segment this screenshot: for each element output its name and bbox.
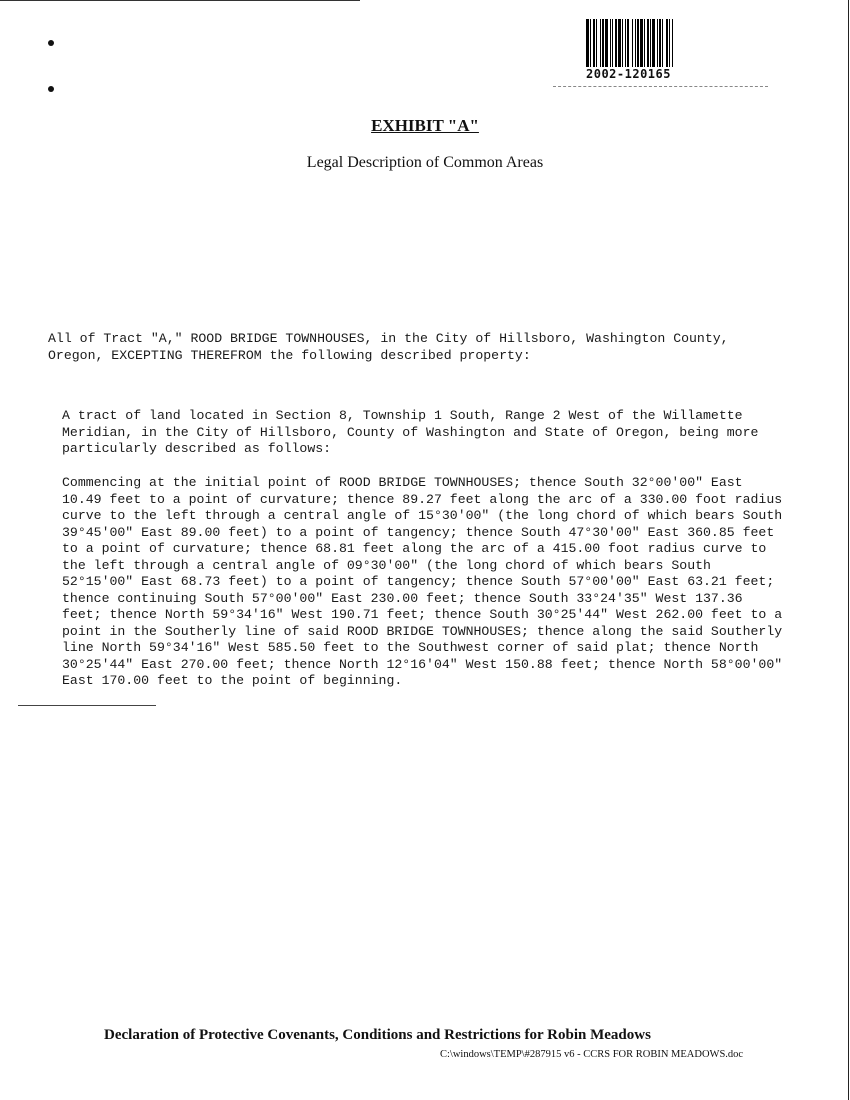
divider — [18, 705, 156, 706]
barcode-icon — [586, 19, 736, 67]
punch-hole-mark — [48, 40, 54, 46]
tract-paragraph: All of Tract "A," ROOD BRIDGE TOWNHOUSES, in the City of Hillsboro, Washington County, Oregon, EXCEPTING THEREFROM the following described property: — [48, 331, 729, 363]
exhibit-subtitle: Legal Description of Common Areas — [306, 154, 544, 171]
recording-number: 2002-120165 — [586, 67, 671, 81]
top-edge-line — [0, 0, 360, 1]
divider — [553, 86, 768, 87]
exhibit-title — [0, 116, 850, 136]
footer-file-path: C:\windows\TEMP\#287915 v6 - CCRS FOR ROBIN MEADOWS.doc — [440, 1049, 744, 1060]
tract-location-paragraph: A tract of land located in Section 8, Township 1 South, Range 2 West of the Willamette Meridian, in the City of Hillsboro, County of Washington and State of Oregon, being more particularly described as follows: — [62, 408, 759, 456]
exhibit-title-text: EXHIBIT "A" — [371, 116, 479, 135]
punch-hole-mark — [48, 86, 54, 92]
metes-and-bounds-paragraph: Commencing at the initial point of ROOD BRIDGE TOWNHOUSES; thence South 32°00'00" East 10.49 feet to a point of curvature; thence 89.27 feet along the arc of a 330.00 foot radius curve to the left through a central angle of 15°30'00" (the long chord of which bears South 39°45'00" East 89.00 feet) to a point of tangency; thence South 47°30'00" East 360.85 feet to a point of curvature; thence 68.81 feet along the arc of a 415.00 foot radius curve to the left through a central angle of 09°30'00" (the long chord of which bears South 52°15'00" East 68.73 feet) to a point of tangency; thence South 57°00'00" East 63.21 feet; thence continuing South 57°00'00" East 230.00 feet; thence South 33°24'35" West 137.36 feet; thence North 59°34'16" West 190.71 feet; thence South 30°25'44" West 262.00 feet to a point in the Southerly line of said ROOD BRIDGE TOWNHOUSES; thence along the said Southerly line North 59°34'16" West 585.50 feet to the Southwest corner of said plat; thence North 30°25'44" East 270.00 feet; thence North 12°16'04" West 150.88 feet; thence North 58°00'00" East 170.00 feet to the point of beginning. — [62, 475, 783, 688]
footer-document-title: Declaration of Protective Covenants, Conditions and Restrictions for Robin Meadows — [104, 1027, 651, 1043]
